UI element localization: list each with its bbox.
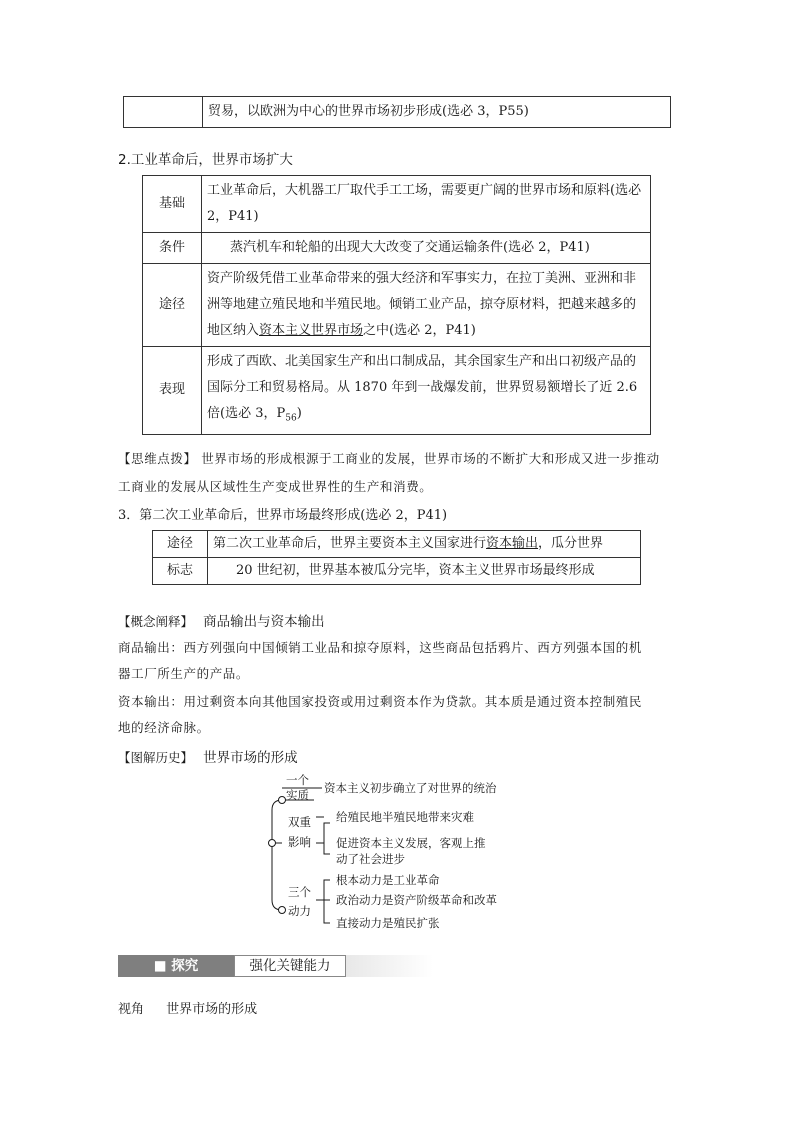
row-text-basis: 工业革命后，大机器工厂取代手工工场，需要更广阔的世界市场和原料(选必 2，P41) — [202, 176, 651, 233]
table-row — [143, 264, 651, 347]
row-text-path3: 第二次工业革命后，世界主要资本主义国家进行资本输出，瓜分世界 — [208, 531, 641, 558]
table-row — [153, 558, 641, 585]
row-text-mark: 20 世纪初，世界基本被瓜分完毕，资本主义世界市场最终形成 — [208, 558, 641, 585]
underlined-term: 资本主义世界市场 — [259, 323, 364, 338]
row-label-condition: 条件 — [143, 233, 202, 264]
row-label-path: 途径 — [143, 264, 202, 347]
section2-title: 2.工业革命后，世界市场扩大 — [118, 152, 293, 168]
row-text-condition: 蒸汽机车和轮船的出现大大改变了交通运输条件(选必 2，P41) — [202, 233, 651, 264]
leaf-4: 根本动力是工业革命 — [336, 873, 440, 887]
leaf-6: 直接动力是殖民扩张 — [336, 916, 440, 930]
node1-circle — [279, 797, 286, 804]
node1-label-a: 一个 — [286, 773, 309, 787]
table-row — [143, 347, 651, 435]
node3-circle — [279, 907, 286, 914]
node3-label-a: 三个 — [288, 885, 311, 899]
root-node-circle — [269, 840, 276, 847]
concept-p2-line2: 地的经济命脉。 — [118, 720, 210, 735]
section2-table — [142, 175, 651, 435]
diagram-tag: 【图解历史】 — [118, 750, 194, 765]
table-row — [153, 531, 641, 558]
concept-tag: 【概念阐释】 — [118, 614, 194, 629]
table-row — [143, 233, 651, 264]
thinking-tip — [118, 449, 688, 467]
concept-p1-line2: 器工厂所生产的产品。 — [118, 666, 250, 681]
top-table — [123, 96, 671, 128]
underlined-term: 资本输出 — [486, 536, 539, 551]
angle-label: 视角 — [118, 1002, 145, 1017]
row-text-path: 资产阶级凭借工业革命带来的强大经济和军事实力，在拉丁美洲、亚洲和非洲等地建立殖民地和半殖民地。倾销工业产品，掠夺原材料，把越来越多的地区纳入资本主义世界市场之中(选必 2，P41) — [202, 264, 651, 347]
row-label-path3: 途径 — [153, 531, 208, 558]
thinking-tag: 【思维点拨】 — [118, 451, 197, 466]
concept-p2-line1: 资本输出：用过剩资本向其他国家投资或用过剩资本作为贷款。其本质是通过资本控制殖民 — [118, 694, 643, 709]
leaf-2: 给殖民地半殖民地带来灾难 — [336, 810, 474, 824]
node3-label-b: 动力 — [288, 904, 311, 918]
thinking-line2: 工商业的发展从区域性生产变成世界性的生产和消费。 — [118, 479, 433, 494]
node2-label-a: 双重 — [288, 815, 311, 829]
world-market-tree-diagram — [260, 770, 540, 940]
section3-table — [152, 530, 641, 585]
row-text-performance: 形成了西欧、北美国家生产和出口制成品，其余国家生产和出口初级产品的国际分工和贸易格局。从 1870 年到一战爆发前，世界贸易额增长了近 2.6 倍(选必 3，$P_{56}$) — [202, 347, 651, 435]
angle-title: 世界市场的形成 — [166, 1002, 258, 1017]
concept-heading — [118, 610, 325, 630]
section3-title: 3．第二次工业革命后，世界市场最终形成(选必 2，P41) — [118, 508, 448, 523]
explore-title: 强化关键能力 — [234, 955, 346, 977]
row-label-basis: 基础 — [143, 176, 202, 233]
concept-p1-line1: 商品输出：西方列强向中国倾销工业品和掠夺原料，这些商品包括鸦片、西方列强本国的机 — [118, 640, 643, 655]
diagram-heading — [118, 746, 298, 766]
leaf-5: 政治动力是资产阶级革命和改革 — [336, 893, 497, 907]
leaf-3b: 动了社会进步 — [336, 852, 405, 866]
explore-tag: ■ 探究 — [118, 955, 234, 977]
top-table-text: 贸易，以欧洲为中心的世界市场初步形成(选必 3，P55) — [203, 97, 671, 128]
top-table-empty-cell — [124, 97, 203, 128]
thinking-line1: 世界市场的形成根源于工商业的发展，世界市场的不断扩大和形成又进一步推动 — [201, 451, 660, 466]
table-row — [143, 176, 651, 233]
explore-bar — [118, 955, 433, 977]
node2-label-b: 影响 — [288, 835, 311, 849]
diagram-title: 世界市场的形成 — [203, 750, 298, 766]
row-label-performance: 表现 — [143, 347, 202, 435]
row-label-mark: 标志 — [153, 558, 208, 585]
leaf-3a: 促进资本主义发展，客观上推 — [336, 836, 486, 850]
leaf-1: 资本主义初步确立了对世界的统治 — [324, 781, 497, 795]
concept-title: 商品输出与资本输出 — [203, 614, 325, 630]
angle-heading — [118, 998, 257, 1017]
node1-label-b: 实质 — [286, 788, 309, 802]
